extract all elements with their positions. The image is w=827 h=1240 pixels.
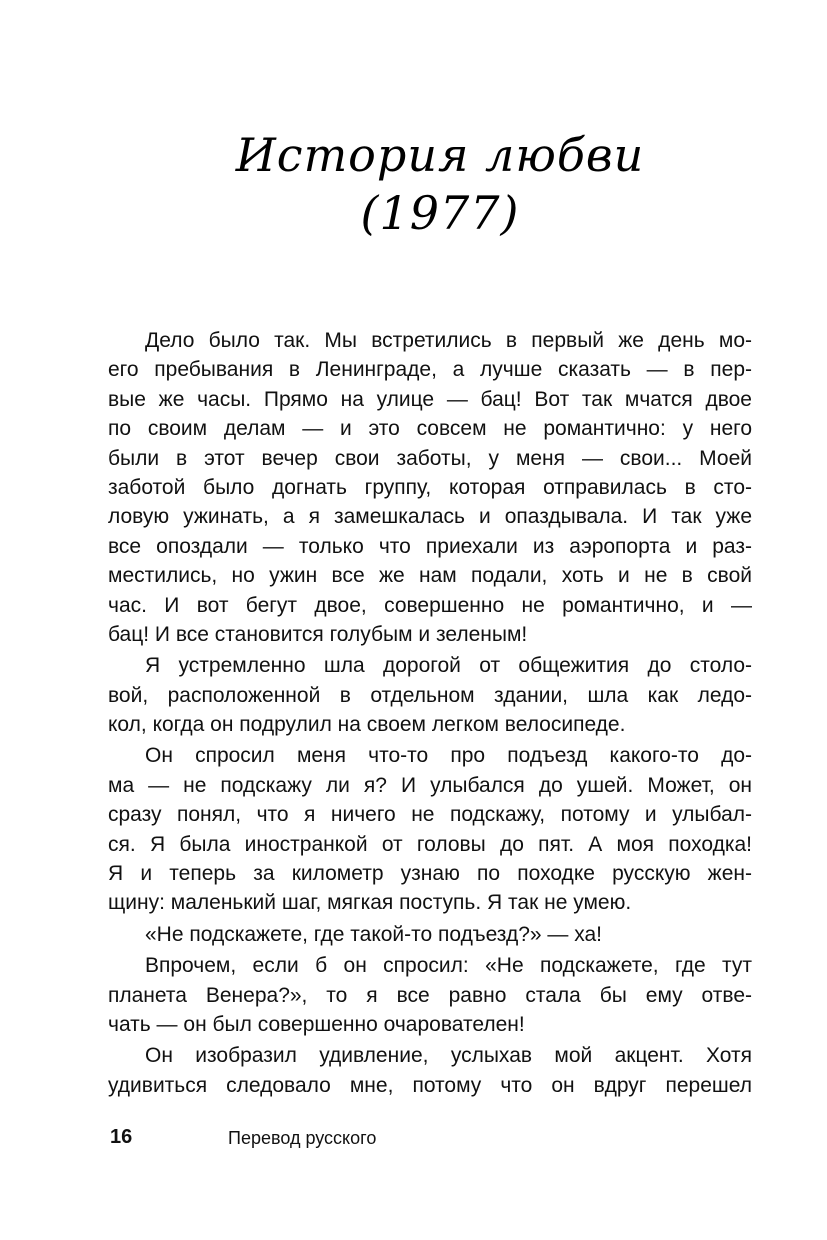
text-line: планета Венера?», то я все равно стала бы ему отве- bbox=[108, 983, 752, 1007]
text-line: щину: маленький шаг, мягкая поступь. Я так не умею. bbox=[108, 891, 632, 915]
text-line: час. И вот бегут двое, совершенно не романтично, и — bbox=[108, 593, 752, 617]
text-line: местились, но ужин все же нам подали, хоть и не в свой bbox=[108, 564, 752, 588]
paragraph bbox=[108, 951, 752, 1039]
running-title: Перевод русского bbox=[228, 1128, 377, 1148]
paragraph bbox=[108, 741, 752, 917]
text-line: Я и теперь за километр узнаю по походке русскую жен- bbox=[108, 862, 752, 886]
text-line: ся. Я была иностранкой от головы до пят. А моя походка! bbox=[108, 832, 752, 856]
text-line: кол, когда он подрулил на своем легком велосипеде. bbox=[108, 713, 626, 737]
text-line: были в этот вечер свои заботы, у меня — свои... Моей bbox=[108, 446, 752, 470]
text-line: «Не подскажете, где такой-то подъезд?» — ха! bbox=[145, 922, 603, 946]
text-line: Дело было так. Мы встретились в первый же день мо- bbox=[145, 329, 752, 352]
paragraph bbox=[108, 651, 752, 739]
text-line: его пребывания в Ленинграде, а лучше сказать — в пер- bbox=[108, 358, 752, 382]
text-line: вой, расположенной в отдельном здании, шла как ледо- bbox=[108, 683, 752, 707]
text-line: удивиться следовало мне, потому что он вдруг перешел bbox=[108, 1073, 752, 1097]
text-line: все опоздали — только что приехали из аэропорта и раз- bbox=[108, 534, 752, 558]
chapter-title: История любви bbox=[235, 128, 645, 182]
text-line: сразу понял, что я ничего не подскажу, потому и улыбал- bbox=[108, 803, 752, 827]
text-line: Я устремленно шла дорогой от общежития до столо- bbox=[145, 654, 752, 678]
text-line: Впрочем, если б он спросил: «Не подскажете, где тут bbox=[145, 954, 752, 978]
paragraph bbox=[108, 326, 752, 649]
page-number: 16 bbox=[110, 1126, 133, 1148]
text-line: Он изобразил удивление, услыхав мой акцент. Хотя bbox=[145, 1044, 752, 1068]
chapter-year: (1977) bbox=[360, 186, 520, 240]
text-line: бац! И все становится голубым и зеленым! bbox=[108, 622, 528, 646]
text-line: вые же часы. Прямо на улице — бац! Вот так мчатся двое bbox=[108, 387, 752, 411]
paragraph bbox=[108, 920, 752, 949]
text-line: ма — не подскажу ли я? И улыбался до ушей. Может, он bbox=[108, 773, 752, 797]
text-line: заботой было догнать группу, которая отправилась в сто- bbox=[108, 475, 752, 499]
text-line: Он спросил меня что-то про подъезд какого-то до- bbox=[145, 744, 752, 768]
text-line: ловую ужинать, а я замешкалась и опаздывала. И так уже bbox=[108, 505, 752, 529]
text-line: по своим делам — и это совсем не романтично: у него bbox=[108, 417, 752, 441]
paragraph bbox=[108, 1041, 752, 1100]
text-line: чать — он был совершенно очарователен! bbox=[108, 1012, 525, 1036]
body-text bbox=[108, 326, 752, 1102]
